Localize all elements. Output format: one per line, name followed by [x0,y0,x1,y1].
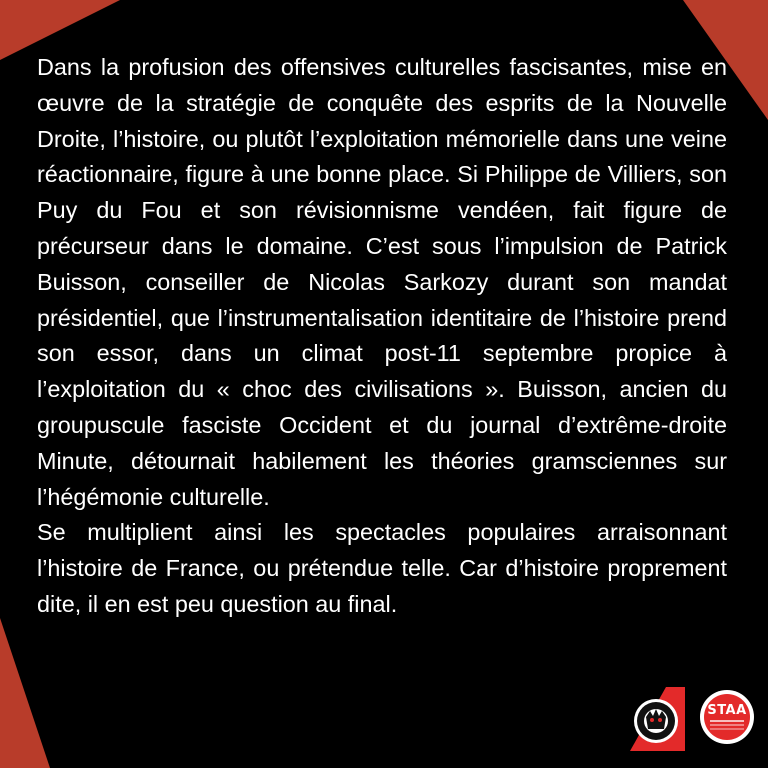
article-text [37,50,727,623]
paragraph-1: Dans la profusion des offensives culturelles fascisantes, mise en œuvre de la stratégie de conquête des esprits de la Nouvelle Droite, l’histoire, ou plutôt l’exploitation mémorielle dans une veine réactionnaire, figure à une bonne place. Si Philippe de Villiers, son Puy du Fou et son révisionnisme vendéen, fait figure de précurseur dans le domaine. C’est sous l’impulsion de Patrick Buisson, conseiller de Nicolas Sarkozy durant son mandat présidentiel, que l’instrumentalisation identitaire de l’histoire prend son essor, dans un climat post-11 septembre propice à l’exploitation du « choc des civilisations ». Buisson, ancien du groupuscule fasciste Occident et du journal d’extrême-droite Minute, détournait habilement les théories gramsciennes sur l’hégémonie culturelle. [37,54,727,510]
union-logo [630,687,685,751]
paragraph-2: Se multiplient ainsi les spectacles populaires arraisonnant l’histoire de France, ou prétendue telle. Car d’histoire proprement dite, il en est peu question au final. [37,519,727,617]
staa-logo: STAA [700,690,754,744]
corner-decoration-bottom-left [0,618,50,768]
